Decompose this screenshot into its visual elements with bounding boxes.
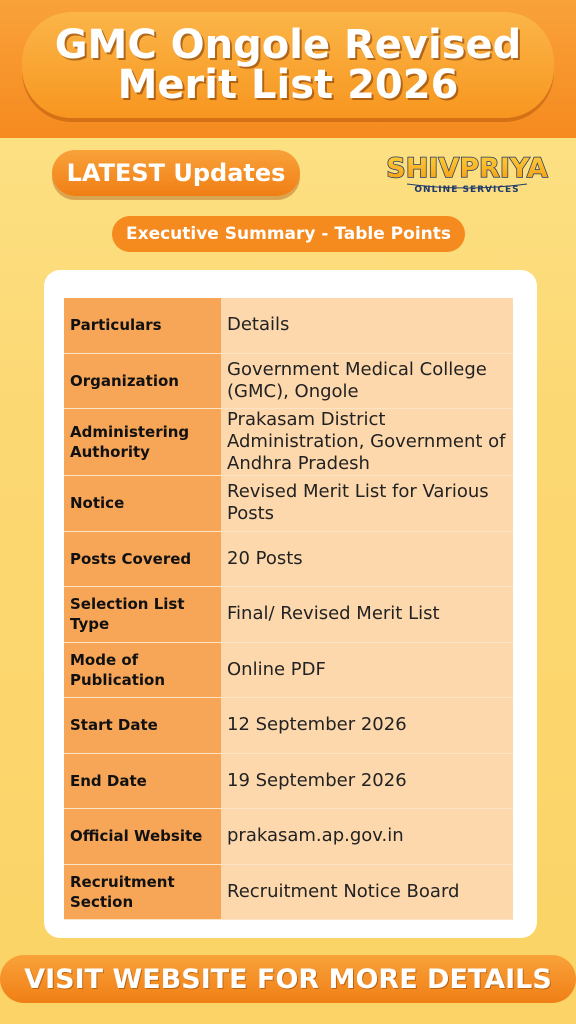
table-row bbox=[64, 298, 513, 353]
table-row bbox=[64, 753, 513, 809]
table-row bbox=[64, 587, 513, 643]
row-label: Selection List Type bbox=[64, 587, 221, 643]
table-row bbox=[64, 531, 513, 587]
executive-summary-badge: Executive Summary - Table Points bbox=[112, 216, 465, 252]
row-value: Final/ Revised Merit List bbox=[221, 587, 513, 643]
page-title-line-1: GMC Ongole Revised bbox=[54, 22, 522, 68]
latest-updates-badge: LATEST Updates bbox=[52, 150, 300, 196]
row-value: 19 September 2026 bbox=[221, 753, 513, 809]
table-row bbox=[64, 809, 513, 865]
table-row bbox=[64, 642, 513, 698]
row-value: Prakasam District Administration, Government of Andhra Pradesh bbox=[221, 409, 513, 476]
row-label: Recruitment Section bbox=[64, 864, 221, 920]
table-row bbox=[64, 353, 513, 409]
row-label: Notice bbox=[64, 476, 221, 532]
table-row bbox=[64, 409, 513, 476]
row-label: Official Website bbox=[64, 809, 221, 865]
row-label: Organization bbox=[64, 353, 221, 409]
summary-table bbox=[64, 298, 513, 920]
row-value: 20 Posts bbox=[221, 531, 513, 587]
row-label: End Date bbox=[64, 753, 221, 809]
summary-card bbox=[44, 270, 537, 938]
page-title-line-2: Merit List 2026 bbox=[117, 62, 459, 108]
row-label: Particulars bbox=[64, 298, 221, 353]
row-label: Mode of Publication bbox=[64, 642, 221, 698]
row-value: 12 September 2026 bbox=[221, 698, 513, 754]
row-value: Details bbox=[221, 298, 513, 353]
row-label: Administering Authority bbox=[64, 409, 221, 476]
row-label: Posts Covered bbox=[64, 531, 221, 587]
row-value: prakasam.ap.gov.in bbox=[221, 809, 513, 865]
table-row bbox=[64, 698, 513, 754]
shivpriya-logo bbox=[383, 148, 551, 196]
title-banner bbox=[22, 12, 554, 118]
row-value: Government Medical College (GMC), Ongole bbox=[221, 353, 513, 409]
svg-text:SHIVPRIYA: SHIVPRIYA bbox=[386, 153, 548, 184]
table-row bbox=[64, 864, 513, 920]
svg-text:ONLINE SERVICES: ONLINE SERVICES bbox=[414, 185, 520, 195]
row-value: Revised Merit List for Various Posts bbox=[221, 476, 513, 532]
row-value: Recruitment Notice Board bbox=[221, 864, 513, 920]
row-label: Start Date bbox=[64, 698, 221, 754]
row-value: Online PDF bbox=[221, 642, 513, 698]
table-row bbox=[64, 476, 513, 532]
visit-website-button[interactable]: VISIT WEBSITE FOR MORE DETAILS bbox=[0, 955, 576, 1003]
